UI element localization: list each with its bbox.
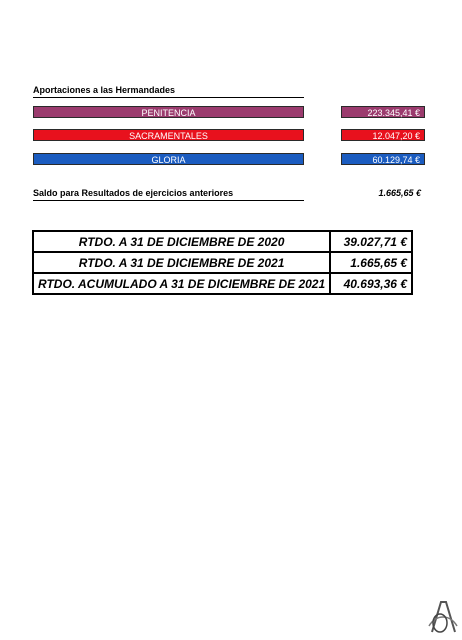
stylized-a-logo-icon xyxy=(426,596,460,636)
result-value: 40.693,36 € xyxy=(330,273,412,294)
sacramentales-bar: SACRAMENTALES xyxy=(33,129,304,141)
section-title: Aportaciones a las Hermandades xyxy=(33,85,304,98)
sacramentales-value: 12.047,20 € xyxy=(341,129,425,141)
result-value: 1.665,65 € xyxy=(330,252,412,273)
result-label: RTDO. ACUMULADO A 31 DE DICIEMBRE DE 2021 xyxy=(33,273,330,294)
result-value: 39.027,71 € xyxy=(330,231,412,252)
results-table xyxy=(32,230,413,295)
saldo-value: 1.665,65 € xyxy=(378,188,421,198)
result-label: RTDO. A 31 DE DICIEMBRE DE 2020 xyxy=(33,231,330,252)
result-label: RTDO. A 31 DE DICIEMBRE DE 2021 xyxy=(33,252,330,273)
gloria-value: 60.129,74 € xyxy=(341,153,425,165)
penitencia-bar: PENITENCIA xyxy=(33,106,304,118)
table-row xyxy=(33,252,412,273)
gloria-bar: GLORIA xyxy=(33,153,304,165)
table-row xyxy=(33,231,412,252)
saldo-label: Saldo para Resultados de ejercicios anteriores xyxy=(33,188,304,201)
penitencia-value: 223.345,41 € xyxy=(341,106,425,118)
table-row xyxy=(33,273,412,294)
